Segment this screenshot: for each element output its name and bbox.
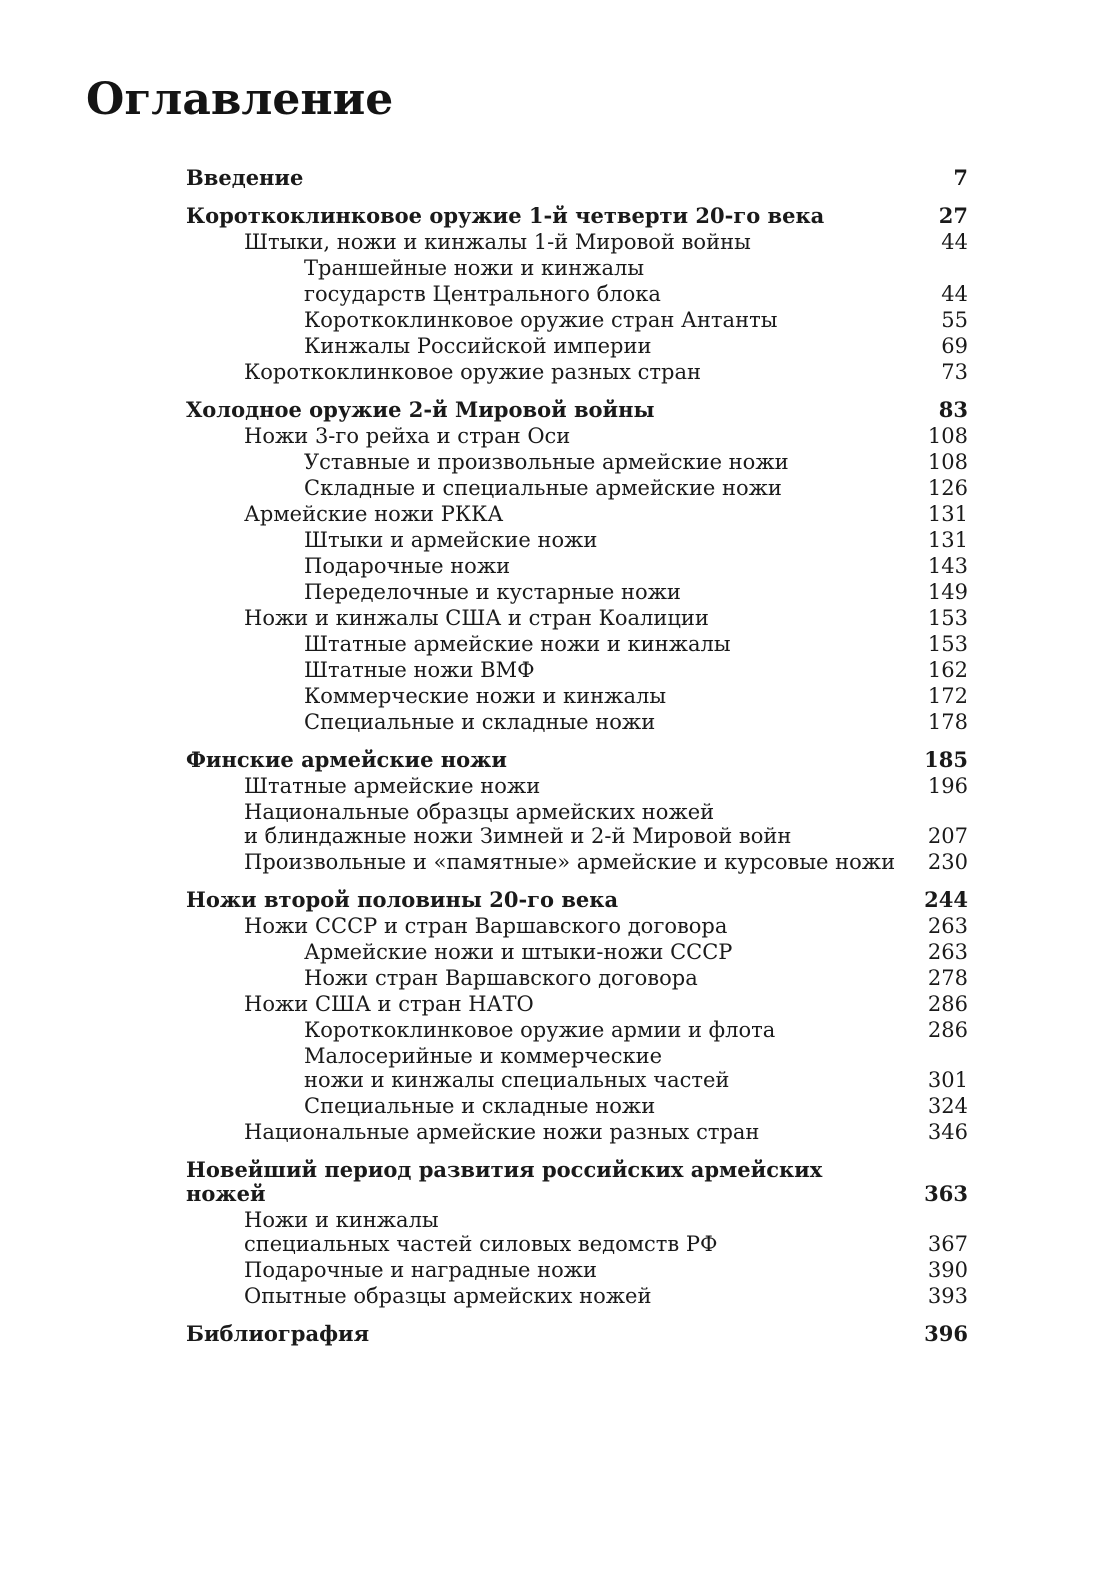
toc-page-number: 131 [927, 528, 968, 552]
toc-entry-title: Библиография [186, 1321, 370, 1346]
toc-subsection-entry [186, 940, 968, 966]
toc-page-number: 69 [941, 334, 968, 358]
toc-entry-title: Штатные ножи ВМФ [304, 658, 535, 682]
toc-entry-title: Малосерийные и коммерческие ножи и кинжалы специальных частей [304, 1044, 730, 1092]
toc-entry-title: Штатные армейские ножи и кинжалы [304, 632, 731, 656]
toc-subsection-entry [186, 966, 968, 992]
toc-subsection-entry [186, 710, 968, 736]
toc-page-number: 172 [927, 684, 968, 708]
toc-subsection-entry [186, 1018, 968, 1044]
toc-entry-title: Опытные образцы армейских ножей [244, 1284, 652, 1308]
toc-entry-title: Новейший период развития российских армейских ножей [186, 1157, 823, 1206]
toc-page-number: 108 [927, 424, 968, 448]
toc-page-number: 263 [927, 940, 968, 964]
page-title: Оглавление [86, 74, 394, 125]
toc-page-number: 149 [927, 580, 968, 604]
toc-entry-title: Произвольные и «памятные» армейские и курсовые ножи [244, 850, 896, 874]
toc-page-number: 286 [927, 1018, 968, 1042]
toc-page-number: 230 [927, 850, 968, 874]
toc-entry-title: Специальные и складные ножи [304, 1094, 656, 1118]
toc-page-number: 143 [927, 554, 968, 578]
toc-subsection-entry [186, 334, 968, 360]
toc-page-number: 396 [924, 1321, 968, 1346]
toc-page-number: 108 [927, 450, 968, 474]
toc-page-number: 7 [953, 165, 968, 190]
toc-page-number: 363 [924, 1181, 968, 1206]
toc-subsection-entry [186, 632, 968, 658]
toc-subchapter-entry [186, 360, 968, 386]
toc-subsection-entry [186, 658, 968, 684]
toc-entry-title: Холодное оружие 2-й Мировой войны [186, 397, 655, 422]
toc-page-number: 178 [927, 710, 968, 734]
toc-page-number: 73 [941, 360, 968, 384]
toc-subsection-entry [186, 554, 968, 580]
toc-subsection-entry [186, 528, 968, 554]
toc-entry-title: Ножи стран Варшавского договора [304, 966, 698, 990]
toc-page-number: 44 [941, 230, 968, 254]
toc-chapter-entry [186, 748, 968, 774]
toc-page-number: 131 [927, 502, 968, 526]
toc-chapter-entry [186, 204, 968, 230]
toc-entry-title: Подарочные и наградные ножи [244, 1258, 598, 1282]
toc-entry-title: Армейские ножи РККА [244, 502, 504, 526]
toc-entry-title: Короткоклинковое оружие армии и флота [304, 1018, 776, 1042]
toc-section [186, 166, 968, 192]
toc-entry-title: Ножи и кинжалы специальных частей силовых ведомств РФ [244, 1208, 718, 1256]
toc-section [186, 1322, 968, 1348]
toc-subchapter-entry [186, 1284, 968, 1310]
toc-subchapter-entry [186, 1208, 968, 1258]
toc-subsection-entry [186, 450, 968, 476]
toc-subchapter-entry [186, 424, 968, 450]
toc-entry-title: Короткоклинковое оружие разных стран [244, 360, 702, 384]
toc-entry-title: Подарочные ножи [304, 554, 511, 578]
toc-entry-title: Штыки, ножи и кинжалы 1-й Мировой войны [244, 230, 751, 254]
toc-chapter-entry [186, 888, 968, 914]
toc-page-number: 390 [927, 1258, 968, 1282]
toc-subchapter-entry [186, 1258, 968, 1284]
toc-entry-title: Ножи 3-го рейха и стран Оси [244, 424, 571, 448]
toc-subsection-entry [186, 256, 968, 282]
toc-entry-title: государств Центрального блока [304, 282, 661, 306]
toc-page-number: 55 [941, 308, 968, 332]
toc-entry-title: Введение [186, 165, 304, 190]
toc-subsection-entry [186, 282, 968, 308]
toc-page-number: 185 [924, 747, 968, 772]
toc-chapter-entry [186, 398, 968, 424]
toc-page-number: 301 [927, 1068, 968, 1092]
toc-subchapter-entry [186, 774, 968, 800]
toc-page-number: 278 [927, 966, 968, 990]
toc-subchapter-entry [186, 914, 968, 940]
toc-entry-title: Финские армейские ножи [186, 747, 507, 772]
toc-entry-title: Кинжалы Российской империи [304, 334, 652, 358]
toc-page-number: 126 [927, 476, 968, 500]
toc-entry-title: Короткоклинковое оружие 1-й четверти 20-го века [186, 203, 825, 228]
table-of-contents [186, 166, 968, 1360]
toc-section [186, 748, 968, 876]
toc-entry-title: Ножи СССР и стран Варшавского договора [244, 914, 728, 938]
toc-subchapter-entry [186, 800, 968, 850]
toc-page-number: 83 [938, 397, 968, 422]
toc-page-number: 393 [927, 1284, 968, 1308]
toc-entry-title: Армейские ножи и штыки-ножи СССР [304, 940, 733, 964]
toc-page-number: 44 [941, 282, 968, 306]
toc-entry-title: Ножи второй половины 20-го века [186, 887, 619, 912]
toc-entry-title: Коммерческие ножи и кинжалы [304, 684, 667, 708]
toc-page-number: 153 [927, 632, 968, 656]
toc-chapter-entry [186, 1158, 968, 1208]
toc-entry-title: Штатные армейские ножи [244, 774, 541, 798]
toc-entry-title: Штыки и армейские ножи [304, 528, 598, 552]
toc-entry-title: Траншейные ножи и кинжалы [304, 256, 645, 280]
toc-subsection-entry [186, 684, 968, 710]
toc-entry-title: Ножи США и стран НАТО [244, 992, 534, 1016]
toc-page-number: 27 [938, 203, 968, 228]
toc-entry-title: Короткоклинковое оружие стран Антанты [304, 308, 778, 332]
toc-page-number: 286 [927, 992, 968, 1016]
toc-subsection-entry [186, 1094, 968, 1120]
toc-entry-title: Национальные армейские ножи разных стран [244, 1120, 760, 1144]
toc-section [186, 398, 968, 736]
toc-subsection-entry [186, 1044, 968, 1094]
toc-page-number: 346 [927, 1120, 968, 1144]
toc-section [186, 204, 968, 386]
toc-chapter-entry [186, 166, 968, 192]
toc-entry-title: Уставные и произвольные армейские ножи [304, 450, 789, 474]
toc-entry-title: Переделочные и кустарные ножи [304, 580, 681, 604]
toc-subchapter-entry [186, 502, 968, 528]
toc-section [186, 888, 968, 1146]
toc-entry-title: Складные и специальные армейские ножи [304, 476, 782, 500]
toc-entry-title: Национальные образцы армейских ножей и блиндажные ножи Зимней и 2-й Мировой войн [244, 800, 792, 848]
toc-subsection-entry [186, 476, 968, 502]
toc-subchapter-entry [186, 992, 968, 1018]
toc-page-number: 153 [927, 606, 968, 630]
toc-section [186, 1158, 968, 1310]
toc-subsection-entry [186, 308, 968, 334]
toc-entry-title: Специальные и складные ножи [304, 710, 656, 734]
toc-subchapter-entry [186, 1120, 968, 1146]
toc-subchapter-entry [186, 606, 968, 632]
toc-page-number: 324 [927, 1094, 968, 1118]
toc-page-number: 207 [927, 824, 968, 848]
toc-page-number: 244 [924, 887, 968, 912]
toc-subsection-entry [186, 580, 968, 606]
toc-entry-title: Ножи и кинжалы США и стран Коалиции [244, 606, 709, 630]
toc-page-number: 162 [927, 658, 968, 682]
toc-subchapter-entry [186, 850, 968, 876]
toc-page-number: 196 [927, 774, 968, 798]
toc-page-number: 263 [927, 914, 968, 938]
toc-page-number: 367 [927, 1232, 968, 1256]
toc-subchapter-entry [186, 230, 968, 256]
toc-chapter-entry [186, 1322, 968, 1348]
